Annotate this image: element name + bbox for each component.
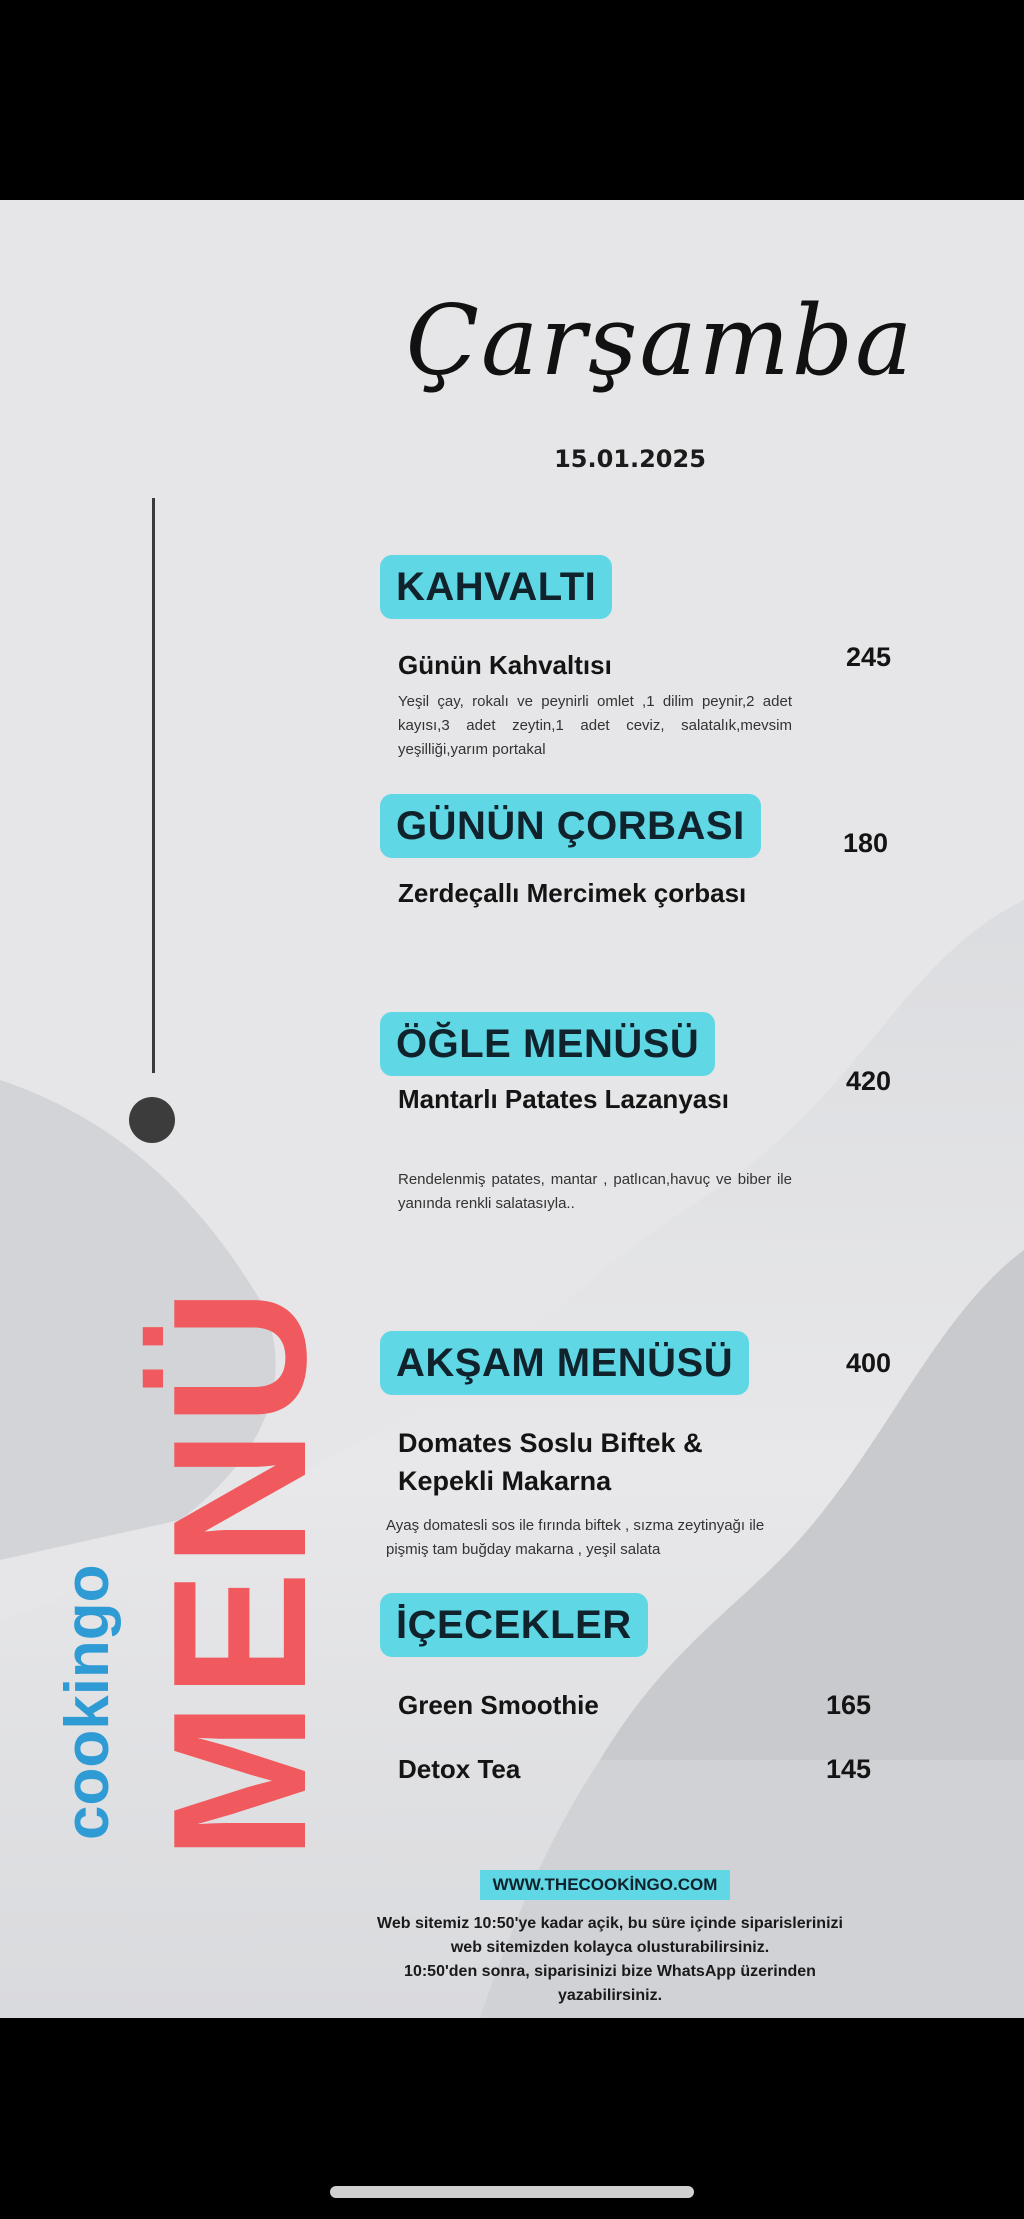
section-title-dinner: AKŞAM MENÜSÜ: [380, 1331, 749, 1395]
section-title-breakfast: KAHVALTI: [380, 555, 612, 619]
order-note-line: Web sitemiz 10:50'ye kadar açik, bu süre içinde siparislerinizi: [377, 1915, 843, 1932]
section-title-soup: GÜNÜN ÇORBASI: [380, 794, 761, 858]
item-dinner-line2: Kepekli Makarna: [398, 1466, 612, 1496]
price-soup: 180: [843, 828, 889, 858]
order-note-line: 10:50'den sonra, siparisinizi bize WhatsApp üzerinden: [404, 1963, 816, 1980]
item-breakfast: Günün Kahvaltısı: [398, 650, 612, 680]
price-dinner: 400: [846, 1348, 892, 1378]
section-title-lunch: ÖĞLE MENÜSÜ: [380, 1012, 715, 1076]
menu-poster: [0, 200, 1024, 2018]
price-breakfast: 245: [846, 642, 892, 672]
price-lunch: 420: [846, 1066, 892, 1096]
drink-item: Green Smoothie: [398, 1690, 599, 1720]
item-dinner-line1: Domates Soslu Biftek &: [398, 1428, 703, 1458]
order-note-line: web sitemizden kolayca olusturabilirsiniz.: [450, 1939, 770, 1956]
order-note: [340, 1912, 880, 2008]
home-indicator[interactable]: [330, 2186, 694, 2198]
desc-lunch: Rendelenmiş patates, mantar , patlıcan,havuç ve biber ile yanında renkli salatasıyla..: [398, 1171, 792, 1212]
website-link[interactable]: WWW.THECOOKİNGO.COM: [480, 1870, 730, 1900]
drink-item: Detox Tea: [398, 1754, 521, 1784]
cookingo-logo: cookingo: [53, 1564, 122, 1840]
day-title: Çarşamba: [405, 285, 915, 397]
menu-vertical-title: MENÜ: [134, 1284, 346, 1860]
drink-price: 165: [826, 1690, 872, 1720]
desc-dinner: Ayaş domatesli sos ile fırında biftek , sızma zeytinyağı ile pişmiş tam buğday makarna , yeşil salata: [386, 1517, 765, 1558]
decor-line: [152, 498, 155, 1073]
menu-date: 15.01.2025: [554, 445, 706, 473]
item-lunch: Mantarlı Patates Lazanyası: [398, 1084, 729, 1114]
item-soup: Zerdeçallı Mercimek çorbası: [398, 878, 747, 908]
drink-price: 145: [826, 1754, 872, 1784]
section-title-drinks: İÇECEKLER: [380, 1593, 648, 1657]
decor-dot: [129, 1097, 175, 1143]
desc-breakfast: Yeşil çay, rokalı ve peynirli omlet ,1 dilim peynir,2 adet kayısı,3 adet zeytin,1 adet ceviz, salatalık,mevsim yeşilliği,yarım portakal: [398, 693, 792, 758]
order-note-line: yazabilirsiniz.: [557, 1987, 663, 2004]
